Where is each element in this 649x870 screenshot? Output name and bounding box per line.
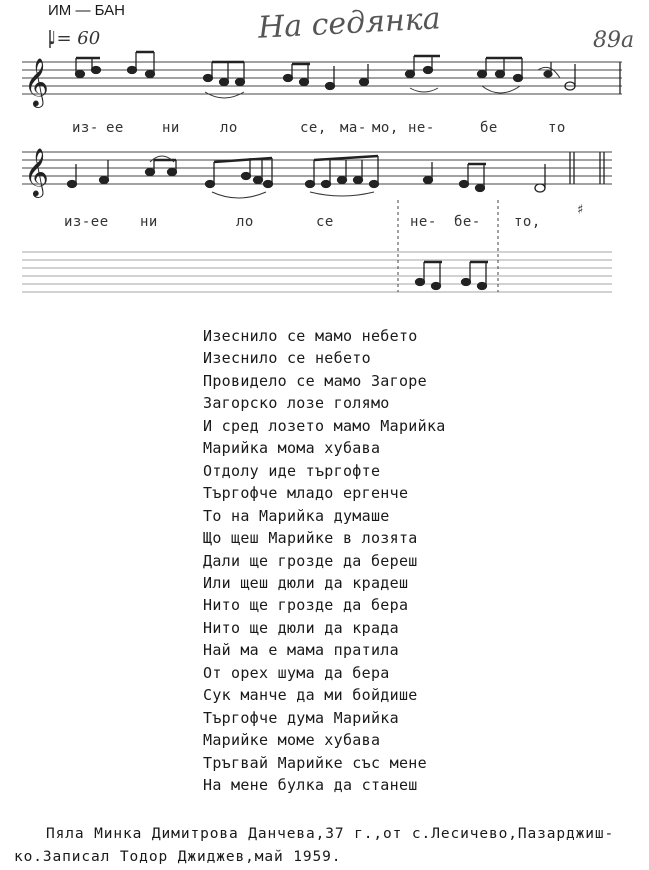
poem-line: Отдолу иде търгофте [203,461,381,480]
music-score [0,0,649,300]
poem-line: Най ма е мама пратила [203,641,399,660]
poem-line: Сук манче да ми бойдише [203,686,418,705]
lyric-syllable: ло [220,120,238,136]
staff-2 [22,152,612,184]
lyric-syllable: из- [72,120,99,136]
poem-text [203,325,446,797]
handwritten-title: На седянка [257,1,442,46]
poem-line: Що щеш Марийке в лозята [203,529,418,548]
sharp-sign: ♯ [576,202,585,218]
lyric-syllable: из-ее [64,214,109,230]
institution-label: ИМ — БАН [48,2,125,19]
footer-line-2: ко.Записал Тодор Джиджев,май 1959. [14,849,342,865]
treble-clef-1: 𝄞 [24,57,49,106]
poem-line: На мене булка да станеш [203,776,418,795]
lyric-syllable: мо, [372,120,399,136]
lyric-syllable: не- [408,120,435,136]
poem-line: Дали ще грозде да береш [203,551,418,570]
system-2-notes [68,152,605,192]
lyric-syllable: ни [162,120,180,136]
lyric-syllable: то, [514,214,541,230]
poem-line: Провидело се мамо Загоре [203,371,427,390]
poem-line: То на Марийка думаше [203,506,390,525]
poem-line: Тръгвай Марийке със мене [203,753,427,772]
treble-clef-2: 𝄞 [24,147,49,196]
lyric-syllable: то [548,120,566,136]
system-1-notes [76,52,621,94]
poem-line: И сред лозето мамо Марийка [203,416,446,435]
lyric-syllable: ни [140,214,158,230]
system-1-slurs [205,67,560,98]
poem-line: Марийке моме хубава [203,731,381,750]
staff-3 [22,252,612,292]
lyric-syllable: ло [236,214,254,230]
footer-line-1: Пяла Минка Димитрова Данчева,37 г.,от с.Лесичево,Пазарджиш- [46,826,615,842]
staff-1 [22,62,622,94]
lyric-syllable: ее [106,120,124,136]
lyric-syllable: не- [410,214,437,230]
poem-line: Загорско лозе голямо [203,394,390,413]
page-number: 89а [593,28,635,53]
poem-line: Нито ще грозде да бера [203,596,409,615]
lyric-syllable: ма- [340,120,367,136]
poem-line: Изеснило се небето [203,349,371,368]
tempo-marking: ♩= 60 [48,28,101,49]
lyric-syllable: се, [300,120,327,136]
lyric-syllable: бе [480,120,498,136]
poem-line: Търгофче дума Марийка [203,708,399,727]
lyric-syllable: бе- [454,214,481,230]
poem-line: От орех шума да бера [203,663,390,682]
poem-line: Нито ще дюли да крада [203,618,399,637]
poem-line: Марийка мома хубава [203,439,381,458]
poem-line: Или щеш дюли да крадеш [203,573,409,592]
poem-line: Търгофче младо ергенче [203,484,409,503]
lyric-syllable: се [316,214,334,230]
poem-line: Изеснило се мамо небето [203,327,418,345]
